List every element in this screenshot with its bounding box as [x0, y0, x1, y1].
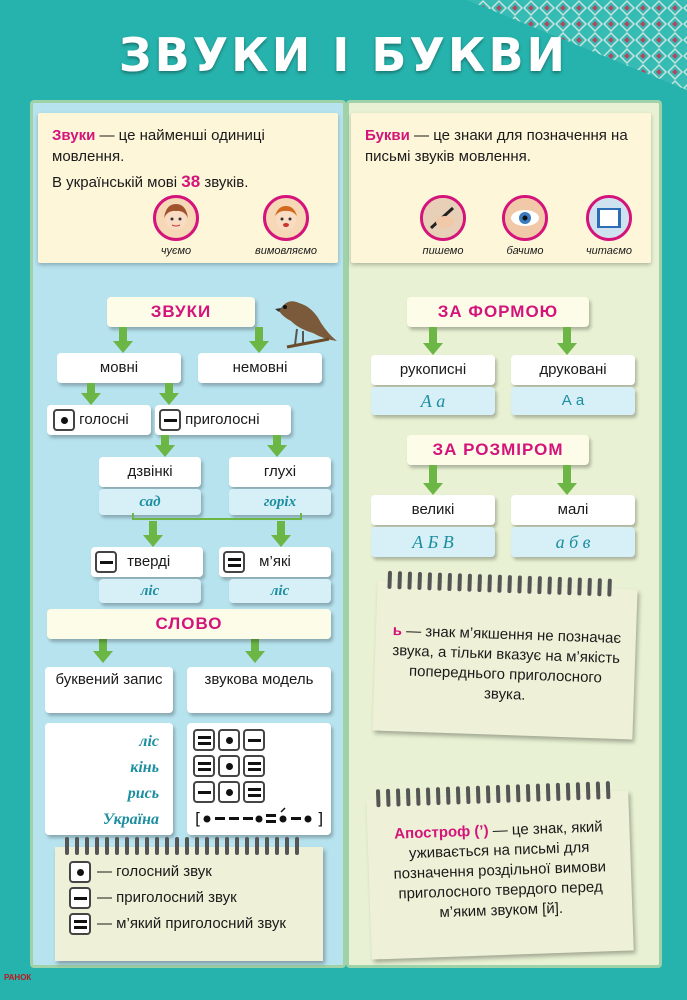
letters-panel: [346, 100, 662, 968]
hard-label: тверді: [127, 553, 171, 570]
word-rys: рись: [127, 785, 159, 802]
read-caption: читаємо: [585, 245, 633, 257]
svg-text:]: ]: [317, 809, 324, 828]
soft-sign-text: [386, 621, 627, 709]
sound-models: [187, 723, 331, 835]
uppercase-example: А Б В: [371, 527, 495, 557]
voiced-box: дзвінкі: [99, 457, 201, 487]
sound-model-box: звукова модель: [187, 667, 331, 713]
spiral-binding: [387, 571, 611, 597]
soft-sign-term: ь: [392, 622, 403, 640]
speech-sounds-box: мовні: [57, 353, 181, 383]
word-ukraina: Україна: [102, 811, 159, 828]
soft-sign-description: — знак м’якшення не позначає звука, а тільки вказує на м’якість попереднього приголосного звука.: [392, 622, 622, 704]
vowels-label: голосні: [79, 411, 129, 428]
publisher-logo: РАНОК: [4, 973, 32, 982]
handwritten-example: А а: [371, 387, 495, 415]
voiceless-box: глухі: [229, 457, 331, 487]
soft-sign-note: [372, 581, 637, 740]
write-caption: пишемо: [422, 245, 464, 257]
soft-label: м’які: [259, 553, 291, 570]
printed-example: А а: [511, 387, 635, 415]
spiral-binding: [376, 781, 610, 807]
by-form-heading: ЗА ФОРМОЮ: [407, 297, 589, 327]
soft-consonant-symbol-icon: [69, 913, 91, 935]
legend-consonant-label: — приголосний звук: [97, 889, 237, 906]
word-heading: СЛОВО: [47, 609, 331, 639]
by-size-heading: ЗА РОЗМІРОМ: [407, 435, 589, 465]
sounds-count-prefix: В українській мові: [52, 174, 182, 191]
lowercase-example: а б в: [511, 527, 635, 557]
spiral-binding: [65, 837, 299, 855]
sounds-heading: ЗВУКИ: [107, 297, 255, 327]
sounds-panel: [30, 100, 346, 968]
svg-text:[: [: [195, 809, 202, 828]
letter-record-box: буквений запис: [45, 667, 173, 713]
uppercase-box: великі: [371, 495, 495, 525]
model-rys: [193, 781, 331, 803]
legend-vowel-label: — голосний звук: [97, 863, 212, 880]
legend-soft-consonant: [69, 913, 313, 935]
nonspeech-sounds-box: немовні: [198, 353, 322, 383]
see-caption: бачимо: [506, 245, 544, 257]
printed-box: друковані: [511, 355, 635, 385]
voiced-example: сад: [99, 489, 201, 515]
consonants-label: приголосні: [185, 411, 260, 428]
letters-definition-text: — це знаки для позначення на письмі звуків мовлення.: [365, 127, 628, 165]
model-ukraina: [195, 807, 329, 829]
word-kin: кінь: [130, 759, 159, 776]
handwritten-box: рукописні: [371, 355, 495, 385]
apostrophe-note: [366, 790, 633, 959]
pronounce-caption: вимовляємо: [254, 245, 318, 257]
consonant-symbol-icon: [69, 887, 91, 909]
sounds-count: 38: [181, 172, 201, 191]
hard-example: ліс: [99, 579, 201, 603]
legend-soft-consonant-label: — м’який приголосний звук: [97, 915, 286, 932]
model-lis: [193, 729, 331, 751]
model-kin: [193, 755, 331, 777]
words-list: [45, 723, 173, 835]
voiceless-example: горіх: [229, 489, 331, 515]
letters-term: Букви: [365, 127, 410, 144]
apostrophe-term: Апостроф (’): [393, 822, 489, 843]
apostrophe-description: — це знак, який уживається на письмі для позначення роздільної вимови приголосного твердого перед м’яким звуком [й].: [393, 818, 607, 922]
page-title: ЗВУКИ І БУКВИ: [118, 28, 569, 82]
letters-tree-arrows: [349, 103, 659, 503]
legend-consonant: [69, 887, 313, 909]
sounds-count-suffix: звуків.: [200, 174, 249, 191]
vowel-symbol-icon: [69, 861, 91, 883]
word-lis: ліс: [139, 733, 159, 750]
sounds-definition-text: — це найменші одиниці мовлення.: [52, 127, 265, 165]
lowercase-box: малі: [511, 495, 635, 525]
soft-example: ліс: [229, 579, 331, 603]
apostrophe-text: [379, 817, 620, 925]
symbols-legend: [55, 847, 323, 961]
hear-caption: чуємо: [160, 245, 192, 257]
sounds-term: Звуки: [52, 127, 96, 144]
legend-vowel: [69, 861, 313, 883]
